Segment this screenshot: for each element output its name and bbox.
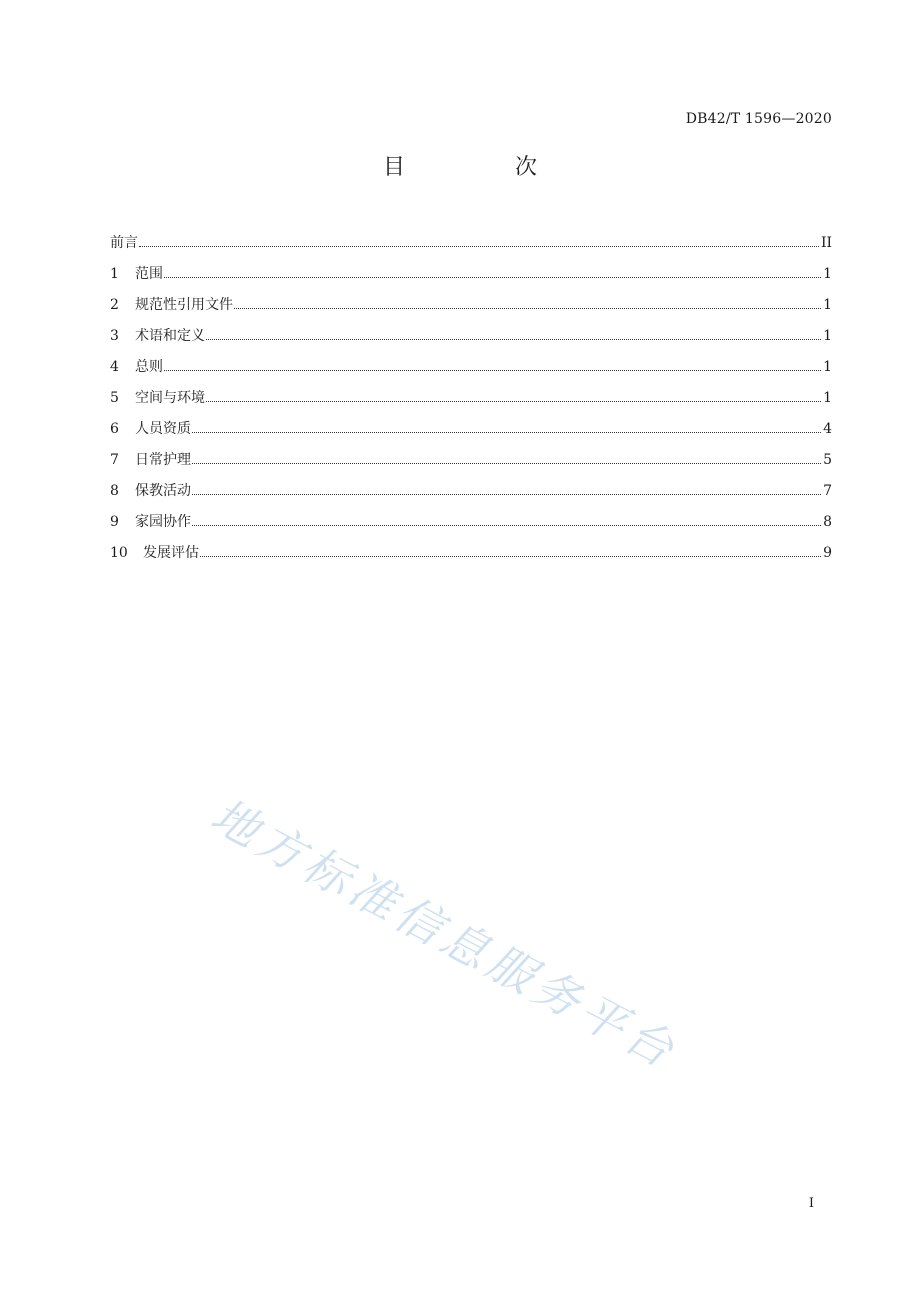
- toc-entry-text: 前言: [110, 235, 138, 251]
- toc-entry-9[interactable]: [110, 512, 832, 543]
- toc-leader: [192, 432, 821, 433]
- toc-entry-text: 范围: [135, 266, 163, 282]
- toc-entry-10[interactable]: [110, 543, 832, 574]
- toc-entry-5[interactable]: [110, 388, 832, 419]
- watermark: 地方标准信息服务平台: [202, 787, 687, 1080]
- toc-entry-text: 术语和定义: [135, 328, 205, 344]
- toc-entry-8[interactable]: [110, 481, 832, 512]
- toc-entry-2[interactable]: [110, 295, 832, 326]
- toc-entry-page: 1: [823, 390, 832, 406]
- toc-entry-number: 5: [110, 390, 119, 406]
- toc-entry-page: 1: [823, 266, 832, 282]
- toc-entry-text: 规范性引用文件: [135, 297, 233, 313]
- toc-entry-number: 4: [110, 359, 119, 375]
- toc-entry-3[interactable]: [110, 326, 832, 357]
- toc-entry-number: 9: [110, 514, 119, 530]
- doc-code: DB42/T 1596—2020: [685, 111, 832, 127]
- toc-entry-page: 5: [823, 452, 832, 468]
- toc-leader: [192, 525, 821, 526]
- toc-entry-number: 6: [110, 421, 119, 437]
- toc-entry-page: II: [820, 235, 832, 251]
- toc-entry-page: 7: [823, 483, 832, 499]
- toc-entry-text: 家园协作: [135, 514, 191, 530]
- toc-entry-number: 10: [110, 545, 128, 561]
- toc-leader: [200, 556, 821, 557]
- toc-leader: [192, 494, 821, 495]
- toc-leader: [139, 246, 819, 247]
- toc-leader: [206, 401, 821, 402]
- toc-entry-foreword[interactable]: [110, 233, 832, 264]
- toc-entry-text: 发展评估: [143, 545, 199, 561]
- toc-title: 目 次: [382, 155, 581, 180]
- toc-entry-page: 1: [823, 328, 832, 344]
- toc-leader: [206, 339, 821, 340]
- toc-entry-7[interactable]: [110, 450, 832, 481]
- toc-entry-text: 总则: [135, 359, 163, 375]
- toc-entry-page: 9: [823, 545, 832, 561]
- toc-leader: [164, 277, 821, 278]
- toc-entry-page: 1: [823, 359, 832, 375]
- toc-entry-text: 空间与环境: [135, 390, 205, 406]
- page-number: I: [808, 1196, 814, 1211]
- toc-entry-page: 8: [823, 514, 832, 530]
- table-of-contents: [110, 233, 832, 574]
- toc-entry-page: 4: [823, 421, 832, 437]
- toc-entry-page: 1: [823, 297, 832, 313]
- toc-leader: [234, 308, 821, 309]
- toc-entry-text: 保教活动: [135, 483, 191, 499]
- toc-leader: [192, 463, 821, 464]
- toc-entry-number: 7: [110, 452, 119, 468]
- toc-entry-number: 8: [110, 483, 119, 499]
- toc-entry-number: 2: [110, 297, 119, 313]
- toc-entry-text: 人员资质: [135, 421, 191, 437]
- toc-entry-4[interactable]: [110, 357, 832, 388]
- toc-entry-number: 1: [110, 266, 119, 282]
- toc-entry-6[interactable]: [110, 419, 832, 450]
- toc-leader: [164, 370, 821, 371]
- toc-entry-number: 3: [110, 328, 119, 344]
- toc-entry-1[interactable]: [110, 264, 832, 295]
- toc-entry-text: 日常护理: [135, 452, 191, 468]
